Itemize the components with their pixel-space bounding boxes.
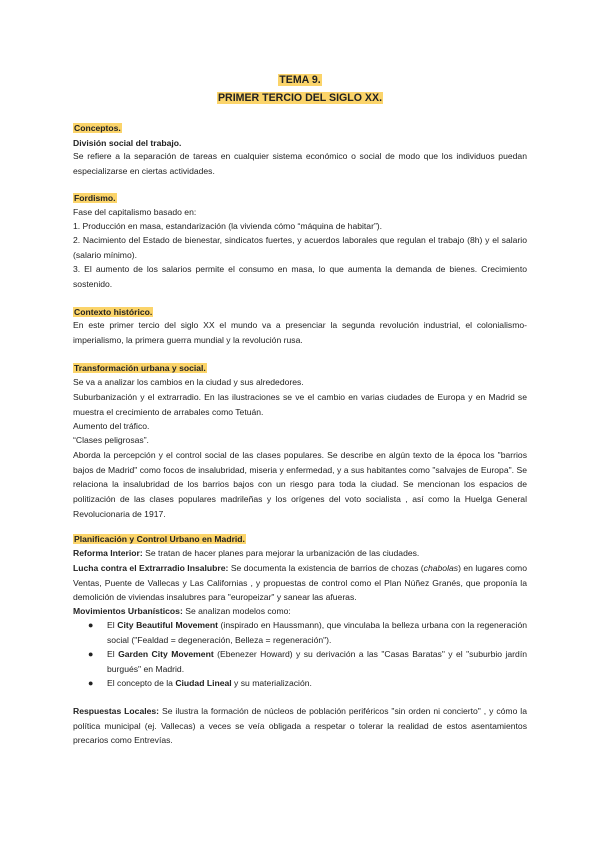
heading-text: Transformación urbana y social. bbox=[74, 363, 206, 373]
transformacion-p5: Aborda la percepción y el control social de las clases populares. Se describe en algún texto de la época los "barrios bajos de Madrid" como focos de insalubridad, miseria y enfermedad, y a sus habitantes como "salvajes de Europa". Se relaciona la insalubridad de los barrios bajos con un riesgo para toda la ciudad. Se mencionan los espacios de politización de las clases populares madrileñas y los orígenes del voto socialista , así como la Huelga General Revolucionaria de 1917. bbox=[73, 450, 527, 519]
bullet-post: (inspirado en Haussmann), que vinculaba la belleza urbana con la regeneración social ("Fealdad = degeneración, Belleza = regeneración"). bbox=[107, 620, 528, 645]
paragraph-lucha-extrarradio bbox=[73, 561, 527, 605]
section-heading-planificacion bbox=[73, 533, 246, 545]
movimientos-text: Se analizan modelos como: bbox=[182, 606, 291, 616]
paragraph-respuestas-locales bbox=[73, 704, 527, 748]
paragraph-movimientos bbox=[73, 604, 527, 619]
bullet-ciudad-lineal bbox=[107, 676, 527, 691]
section-heading-transformacion bbox=[73, 362, 207, 374]
bullet-city-beautiful bbox=[107, 618, 527, 647]
section-heading-contexto bbox=[73, 306, 153, 318]
bullet-dot: ● bbox=[88, 678, 94, 688]
fordismo-intro: Fase del capitalismo basado en: bbox=[73, 207, 197, 217]
bullet-pre: El concepto de la bbox=[107, 678, 176, 688]
section-heading-fordismo bbox=[73, 192, 117, 204]
subheading-division-social: División social del trabajo. bbox=[73, 138, 182, 148]
title-highlight: TEMA 9. bbox=[279, 74, 321, 86]
title-line-1 bbox=[0, 74, 600, 87]
heading-text: Planificación y Control Urbano en Madrid. bbox=[74, 534, 245, 544]
title-line-2 bbox=[0, 92, 600, 105]
heading-text: Conceptos. bbox=[74, 123, 121, 133]
lucha-text-a: Se documenta la existencia de barrios de chozas ( bbox=[228, 563, 424, 573]
transformacion-p3: Aumento del tráfico. bbox=[73, 421, 150, 431]
respuestas-label: Respuestas Locales: bbox=[73, 706, 160, 716]
bullet-bold: City Beautiful Movement bbox=[117, 620, 218, 630]
reforma-text: Se tratan de hacer planes para mejorar la urbanización de las ciudades. bbox=[142, 548, 420, 558]
fordismo-item-2: 2. Nacimiento del Estado de bienestar, sindicatos fuertes, y acuerdos laborales que regulan el trabajo (8h) y el salario (salario mínimo). bbox=[73, 235, 527, 260]
reforma-label: Reforma Interior: bbox=[73, 548, 143, 558]
transformacion-p2: Suburbanización y el extrarradio. En las ilustraciones se ve el cambio en varias ciudades de Europa y en Madrid se muestra el crecimiento de arrabales como Tetuán. bbox=[73, 392, 527, 417]
heading-text: Fordismo. bbox=[74, 193, 116, 203]
paragraph-contexto: En este primer tercio del siglo XX el mundo va a presenciar la segunda revolución industrial, el colonialismo-imperialismo, la primera guerra mundial y la revolución rusa. bbox=[73, 320, 527, 345]
paragraph-division-social: Se refiere a la separación de tareas en cualquier sistema económico o social de modo que los individuos puedan especializarse en ciertas actividades. bbox=[73, 151, 527, 176]
bullet-bold: Garden City Movement bbox=[118, 649, 214, 659]
bullet-bold: Ciudad Lineal bbox=[175, 678, 232, 688]
section-heading-conceptos bbox=[73, 122, 122, 134]
respuestas-text: Se ilustra la formación de núcleos de población periféricos "sin orden ni concierto" , y cómo la política municipal (ej. Vallecas) a veces se veía obligada a respetar o tolerar la realidad de estos asentamientos precarios como Entrevías. bbox=[73, 706, 527, 746]
lucha-italic: chabolas bbox=[423, 563, 459, 573]
title-highlight: PRIMER TERCIO DEL SIGLO XX. bbox=[217, 92, 383, 104]
bullet-pre: El bbox=[107, 620, 118, 630]
lucha-text-b: ) en lugares como Ventas, Puente de Vallecas y Las Californias , y propuestas de control como el Plan Núñez Granés, que proponía la demolición de viviendas insalubres para "europeizar" y sanear las afueras. bbox=[73, 563, 527, 603]
fordismo-item-1: 1. Producción en masa, estandarización (la vivienda cómo “máquina de habitar”). bbox=[73, 221, 383, 231]
bullet-post: (Ebenezer Howard) y su derivación a las "Casas Baratas" y el "suburbio jardín burgués" en Madrid. bbox=[107, 649, 527, 674]
heading-text: Contexto histórico. bbox=[74, 307, 153, 317]
bullet-dot: ● bbox=[88, 620, 94, 630]
transformacion-p4: “Clases peligrosas”. bbox=[73, 435, 149, 445]
transformacion-p1: Se va a analizar los cambios en la ciudad y sus alrededores. bbox=[73, 377, 304, 387]
movimientos-label: Movimientos Urbanísticos: bbox=[73, 606, 183, 616]
bullet-pre: El bbox=[107, 649, 119, 659]
bullet-garden-city bbox=[107, 647, 527, 676]
fordismo-item-3: 3. El aumento de los salarios permite el consumo en masa, lo que aumenta la demanda de bienes. Crecimiento sostenido. bbox=[73, 264, 527, 289]
lucha-label: Lucha contra el Extrarradio Insalubre: bbox=[73, 563, 229, 573]
paragraph-reforma-interior bbox=[73, 546, 527, 561]
bullet-post: y su materialización. bbox=[231, 678, 312, 688]
bullet-dot: ● bbox=[88, 649, 94, 659]
